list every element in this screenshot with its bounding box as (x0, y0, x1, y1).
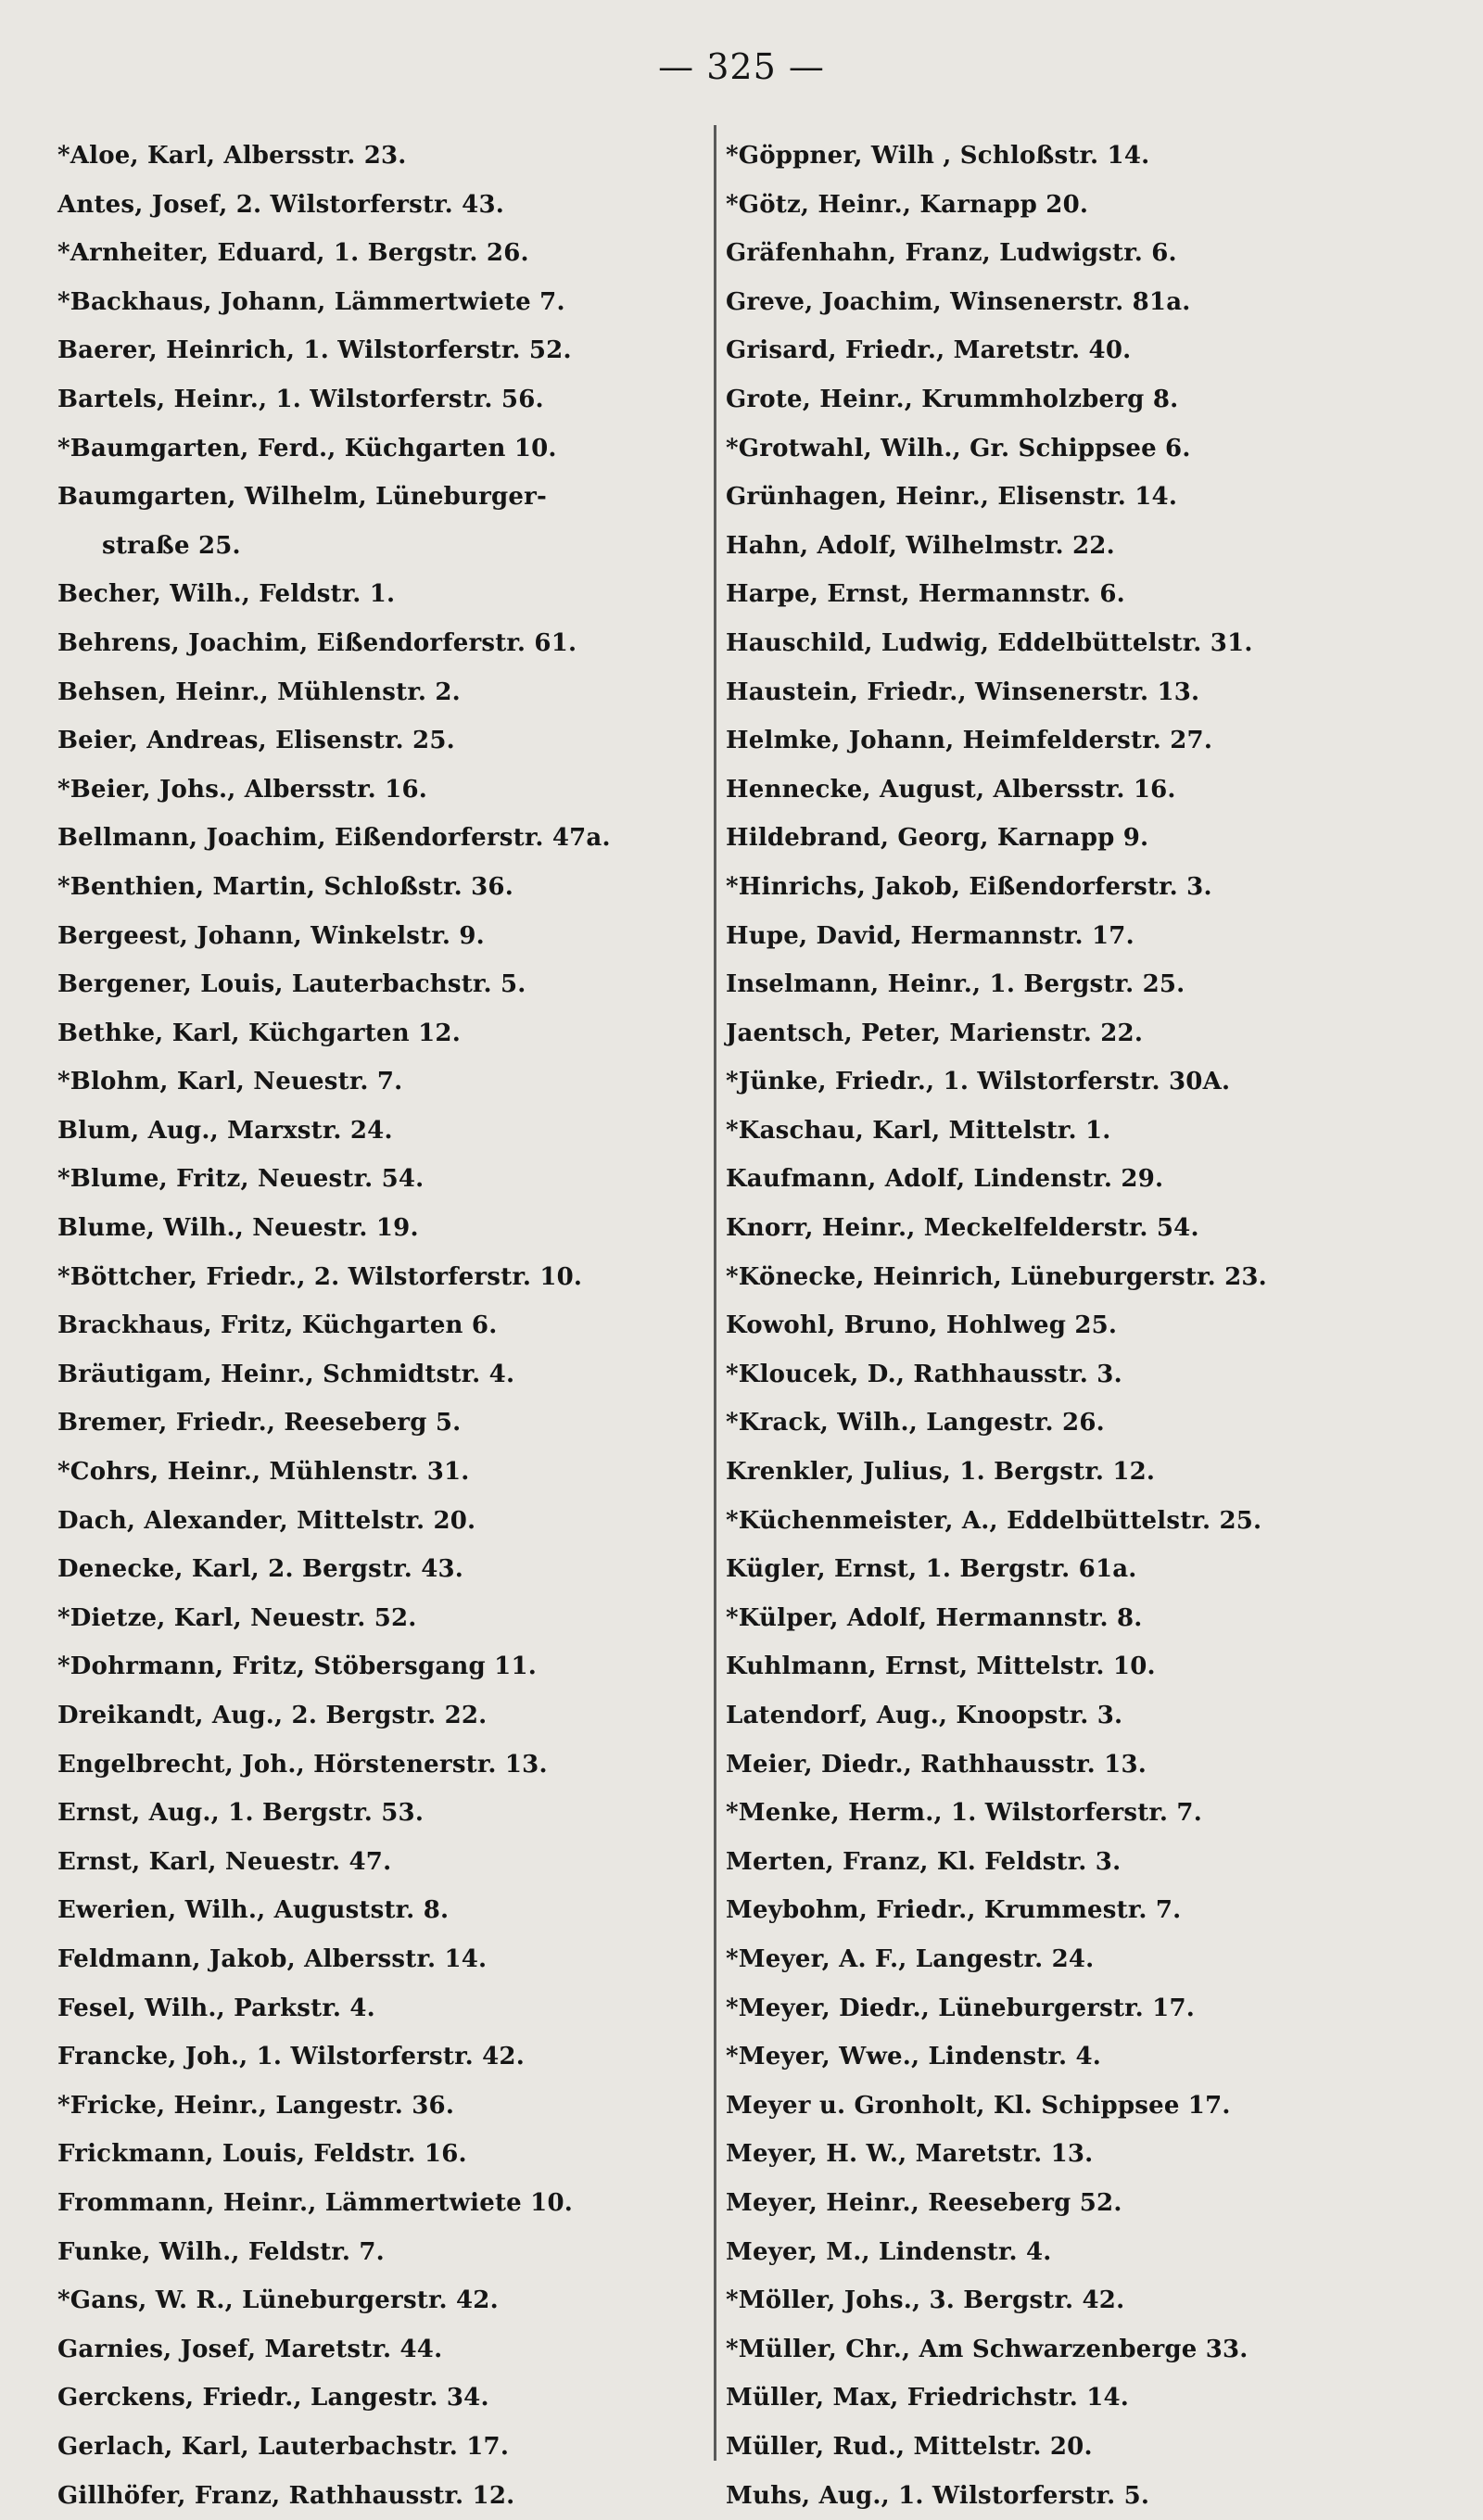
directory-entry: *Meyer, A. F., Langestr. 24. (726, 1935, 1432, 1984)
directory-entry: *Blohm, Karl, Neuestr. 7. (57, 1057, 725, 1107)
directory-entry: Gillhöfer, Franz, Rathhausstr. 12. (57, 2472, 725, 2520)
directory-entry: Ernst, Aug., 1. Bergstr. 53. (57, 1789, 725, 1838)
directory-entry: *Müller, Chr., Am Schwarzenberge 33. (726, 2325, 1432, 2374)
directory-entry: Garnies, Josef, Maretstr. 44. (57, 2325, 725, 2374)
directory-entry: Kuhlmann, Ernst, Mittelstr. 10. (726, 1642, 1432, 1691)
directory-entry: Bellmann, Joachim, Eißendorferstr. 47a. (57, 814, 725, 863)
directory-entry: Behrens, Joachim, Eißendorferstr. 61. (57, 619, 725, 668)
directory-entry: Baumgarten, Wilhelm, Lüneburger- (57, 473, 725, 522)
directory-entry: *Grotwahl, Wilh., Gr. Schippsee 6. (726, 424, 1432, 474)
directory-entry: Feldmann, Jakob, Albersstr. 14. (57, 1935, 725, 1984)
directory-entry: Antes, Josef, 2. Wilstorferstr. 43. (57, 181, 725, 230)
directory-entry: Krenkler, Julius, 1. Bergstr. 12. (726, 1448, 1432, 1497)
directory-entry: Grote, Heinr., Krummholzberg 8. (726, 375, 1432, 424)
directory-entry: Bergener, Louis, Lauterbachstr. 5. (57, 960, 725, 1009)
directory-entry: Bremer, Friedr., Reeseberg 5. (57, 1399, 725, 1448)
directory-entry: *Fricke, Heinr., Langestr. 36. (57, 2082, 725, 2131)
directory-entry: Frickmann, Louis, Feldstr. 16. (57, 2130, 725, 2179)
directory-entry: Grisard, Friedr., Maretstr. 40. (726, 326, 1432, 375)
directory-entry: *Blume, Fritz, Neuestr. 54. (57, 1155, 725, 1204)
directory-entry: *Dietze, Karl, Neuestr. 52. (57, 1594, 725, 1643)
directory-entry: Behsen, Heinr., Mühlenstr. 2. (57, 668, 725, 717)
left-column (57, 132, 725, 2520)
directory-entry: Blum, Aug., Marxstr. 24. (57, 1107, 725, 1156)
directory-entry: Haustein, Friedr., Winsenerstr. 13. (726, 668, 1432, 717)
directory-entry: *Kaschau, Karl, Mittelstr. 1. (726, 1107, 1432, 1156)
directory-entry: Meyer, H. W., Maretstr. 13. (726, 2130, 1432, 2179)
directory-entry: *Kloucek, D., Rathhausstr. 3. (726, 1350, 1432, 1399)
directory-entry: Ernst, Karl, Neuestr. 47. (57, 1838, 725, 1887)
directory-entry: *Meyer, Diedr., Lüneburgerstr. 17. (726, 1984, 1432, 2033)
directory-entry: Funke, Wilh., Feldstr. 7. (57, 2228, 725, 2277)
directory-entry: Kowohl, Bruno, Hohlweg 25. (726, 1301, 1432, 1350)
column-divider (714, 125, 716, 2461)
directory-entry: *Külper, Adolf, Hermannstr. 8. (726, 1594, 1432, 1643)
directory-entry: straße 25. (57, 522, 725, 571)
directory-entry: *Dohrmann, Fritz, Stöbersgang 11. (57, 1642, 725, 1691)
page-number: — 325 — (0, 46, 1483, 87)
directory-entry: *Hinrichs, Jakob, Eißendorferstr. 3. (726, 863, 1432, 912)
directory-entry: Hauschild, Ludwig, Eddelbüttelstr. 31. (726, 619, 1432, 668)
directory-entry: Meyer, M., Lindenstr. 4. (726, 2228, 1432, 2277)
directory-entry: Meybohm, Friedr., Krummestr. 7. (726, 1886, 1432, 1935)
directory-entry: Bartels, Heinr., 1. Wilstorferstr. 56. (57, 375, 725, 424)
directory-entry: Meyer, Heinr., Reeseberg 52. (726, 2179, 1432, 2228)
directory-entry: Hennecke, August, Albersstr. 16. (726, 766, 1432, 815)
directory-entry: Hahn, Adolf, Wilhelmstr. 22. (726, 522, 1432, 571)
directory-entry: Blume, Wilh., Neuestr. 19. (57, 1204, 725, 1253)
directory-entry: *Jünke, Friedr., 1. Wilstorferstr. 30A. (726, 1057, 1432, 1107)
directory-entry: Grünhagen, Heinr., Elisenstr. 14. (726, 473, 1432, 522)
directory-entry: Merten, Franz, Kl. Feldstr. 3. (726, 1838, 1432, 1887)
directory-entry: Kügler, Ernst, 1. Bergstr. 61a. (726, 1545, 1432, 1594)
directory-entry: Latendorf, Aug., Knoopstr. 3. (726, 1691, 1432, 1741)
directory-entry: Bräutigam, Heinr., Schmidtstr. 4. (57, 1350, 725, 1399)
directory-entry: *Backhaus, Johann, Lämmertwiete 7. (57, 278, 725, 327)
directory-entry: Muhs, Aug., 1. Wilstorferstr. 5. (726, 2472, 1432, 2520)
directory-entry: Greve, Joachim, Winsenerstr. 81a. (726, 278, 1432, 327)
directory-entry: Frommann, Heinr., Lämmertwiete 10. (57, 2179, 725, 2228)
directory-entry: Harpe, Ernst, Hermannstr. 6. (726, 570, 1432, 619)
directory-entry: *Göppner, Wilh , Schloßstr. 14. (726, 132, 1432, 181)
directory-entry: *Menke, Herm., 1. Wilstorferstr. 7. (726, 1789, 1432, 1838)
directory-entry: *Meyer, Wwe., Lindenstr. 4. (726, 2032, 1432, 2082)
directory-entry: *Küchenmeister, A., Eddelbüttelstr. 25. (726, 1497, 1432, 1546)
directory-entry: Meier, Diedr., Rathhausstr. 13. (726, 1741, 1432, 1790)
directory-entry: Hildebrand, Georg, Karnapp 9. (726, 814, 1432, 863)
directory-entry: *Cohrs, Heinr., Mühlenstr. 31. (57, 1448, 725, 1497)
directory-entry: Gerlach, Karl, Lauterbachstr. 17. (57, 2423, 725, 2472)
directory-entry: Dach, Alexander, Mittelstr. 20. (57, 1497, 725, 1546)
directory-entry: Müller, Rud., Mittelstr. 20. (726, 2423, 1432, 2472)
directory-entry: Dreikandt, Aug., 2. Bergstr. 22. (57, 1691, 725, 1741)
directory-entry: *Gans, W. R., Lüneburgerstr. 42. (57, 2276, 725, 2325)
directory-entry: Brackhaus, Fritz, Küchgarten 6. (57, 1301, 725, 1350)
directory-entry: *Arnheiter, Eduard, 1. Bergstr. 26. (57, 229, 725, 278)
directory-entry: *Götz, Heinr., Karnapp 20. (726, 181, 1432, 230)
directory-entry: Gräfenhahn, Franz, Ludwigstr. 6. (726, 229, 1432, 278)
directory-entry: Denecke, Karl, 2. Bergstr. 43. (57, 1545, 725, 1594)
directory-entry: *Baumgarten, Ferd., Küchgarten 10. (57, 424, 725, 474)
directory-entry: Knorr, Heinr., Meckelfelderstr. 54. (726, 1204, 1432, 1253)
right-column (718, 132, 1432, 2520)
directory-entry: Baerer, Heinrich, 1. Wilstorferstr. 52. (57, 326, 725, 375)
directory-entry: Fesel, Wilh., Parkstr. 4. (57, 1984, 725, 2033)
directory-entry: Kaufmann, Adolf, Lindenstr. 29. (726, 1155, 1432, 1204)
directory-entry: Ewerien, Wilh., Auguststr. 8. (57, 1886, 725, 1935)
directory-entry: *Benthien, Martin, Schloßstr. 36. (57, 863, 725, 912)
directory-entry: Gerckens, Friedr., Langestr. 34. (57, 2374, 725, 2423)
directory-entry: *Könecke, Heinrich, Lüneburgerstr. 23. (726, 1253, 1432, 1302)
directory-entry: Bergeest, Johann, Winkelstr. 9. (57, 912, 725, 961)
directory-entry: Bethke, Karl, Küchgarten 12. (57, 1009, 725, 1058)
directory-entry: Beier, Andreas, Elisenstr. 25. (57, 716, 725, 766)
directory-entry: *Aloe, Karl, Albersstr. 23. (57, 132, 725, 181)
directory-entry: Hupe, David, Hermannstr. 17. (726, 912, 1432, 961)
directory-entry: Francke, Joh., 1. Wilstorferstr. 42. (57, 2032, 725, 2082)
directory-entry: *Möller, Johs., 3. Bergstr. 42. (726, 2276, 1432, 2325)
directory-entry: Helmke, Johann, Heimfelderstr. 27. (726, 716, 1432, 766)
directory-entry: Meyer u. Gronholt, Kl. Schippsee 17. (726, 2082, 1432, 2131)
directory-entry: Becher, Wilh., Feldstr. 1. (57, 570, 725, 619)
directory-entry: *Krack, Wilh., Langestr. 26. (726, 1399, 1432, 1448)
directory-entry: *Böttcher, Friedr., 2. Wilstorferstr. 10. (57, 1253, 725, 1302)
directory-entry: *Beier, Johs., Albersstr. 16. (57, 766, 725, 815)
directory-entry: Müller, Max, Friedrichstr. 14. (726, 2374, 1432, 2423)
directory-entry: Engelbrecht, Joh., Hörstenerstr. 13. (57, 1741, 725, 1790)
directory-entry: Jaentsch, Peter, Marienstr. 22. (726, 1009, 1432, 1058)
directory-entry: Inselmann, Heinr., 1. Bergstr. 25. (726, 960, 1432, 1009)
